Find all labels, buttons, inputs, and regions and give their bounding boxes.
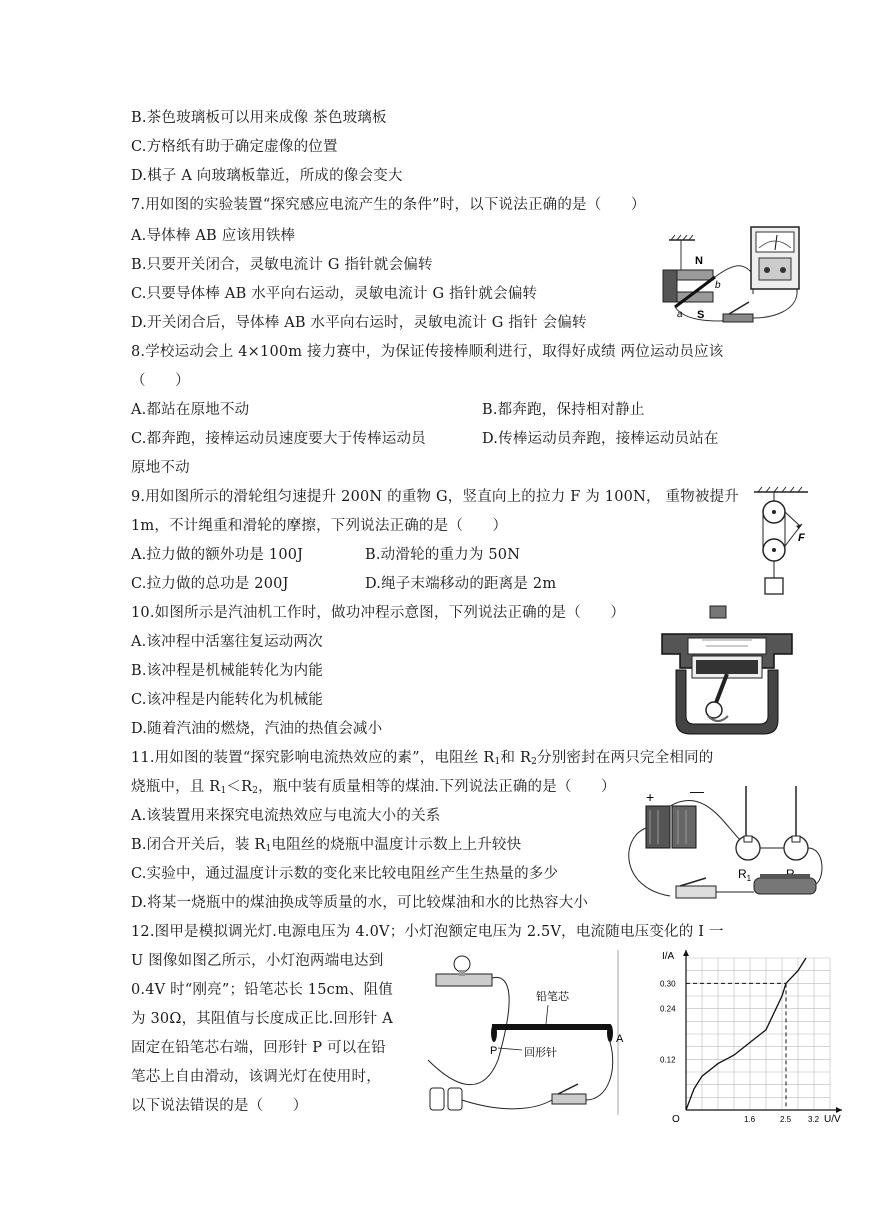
engine-figure (652, 604, 802, 736)
heat-effect-figure (620, 778, 830, 918)
force-f-label: F (798, 532, 805, 544)
question-8-stem: 8.学校运动会上 4×100m 接力赛中，为保证传接棒顺利进行，取得好成绩 两位运动员应该 (131, 344, 724, 360)
option-b-q11: B.闭合开关后，装 $R_1$电阻丝的烧瓶中温度计示数上上升较快 (131, 837, 522, 854)
question-12-stem-2: U 图像如图乙所示，小灯泡两端电达到 (131, 953, 384, 969)
option-c-q7: C.只要导体棒 AB 水平向右运动，灵敏电流计 G 指针就会偏转 (131, 286, 538, 302)
option-c-q8: C.都奔跑，接棒运动员速度要大于传棒运动员 (131, 431, 426, 447)
x-axis-label: U/V (824, 1114, 841, 1125)
option-a-q7: A.导体棒 AB 应该用铁棒 (131, 228, 296, 244)
option-d-q8: D.传棒运动员奔跑，接棒运动员站在 (482, 431, 719, 447)
option-c-q6: C.方格纸有助于确定虚像的位置 (131, 139, 338, 155)
option-b-q8: B.都奔跑，保持相对静止 (482, 402, 645, 418)
question-9-stem-cont: 1m，不计绳重和滑轮的摩擦，下列说法正确的是（ ） (131, 518, 508, 534)
x-tick-label: 1.6 (744, 1115, 756, 1124)
question-11-stem-cont: 烧瓶中，且 $R_1<R_2$，瓶中装有质量相等的煤油.下列说法正确的是（ ） (131, 779, 616, 796)
question-7-stem: 7.用如图的实验装置“探究感应电流产生的条件”时，以下说法正确的是（ ） (131, 197, 646, 213)
option-c-q11: C.实验中，通过温度计示数的变化来比较电阻丝产生生热量的多少 (131, 866, 559, 882)
question-12-stem: 12.图甲是模拟调光灯.电源电压为 4.0V；小灯泡额定电压为 2.5V，电流随电压变化的 I 一 (131, 924, 724, 940)
induction-figure (655, 222, 805, 330)
question-12-stem-7: 以下说法错误的是（ ） (131, 1098, 308, 1114)
x-tick-label: 3.2 (808, 1115, 820, 1124)
option-d-q11: D.将某一烧瓶中的煤油换成等质量的水，可比较煤油和水的比热容大小 (131, 895, 589, 911)
y-tick-label: 0.30 (660, 979, 676, 989)
x-axis-arrow (836, 1107, 842, 1113)
battery-minus-label: — (690, 783, 704, 799)
dimmer-circuit-figure (418, 950, 628, 1120)
pencil-core-label: 铅笔芯 (536, 991, 569, 1003)
question-10-stem: 10.如图所示是汽油机工作时，做功冲程示意图，下列说法正确的是（ ） (131, 605, 626, 621)
clip-a-label: A (616, 1033, 624, 1045)
origin-label: O (672, 1114, 680, 1125)
option-a-q8: A.都站在原地不动 (131, 402, 250, 418)
y-axis-arrow (683, 950, 689, 956)
question-8-answer-bracket: （ ） (131, 373, 190, 389)
magnet-s-label: S (697, 309, 705, 321)
question-12-stem-3: 0.4V 时“刚亮”；铅笔芯长 15cm、阻值 (131, 982, 393, 998)
y-tick-label: 0.12 (660, 1055, 676, 1065)
option-d-q7: D.开关闭合后，导体棒 AB 水平向右运时，灵敏电流计 G 指针 会偏转 (131, 315, 587, 331)
option-d-q10: D.随着汽油的燃烧，汽油的热值会减小 (131, 721, 383, 737)
clip-p-label: P (490, 1045, 498, 1057)
option-b-q7: B.只要开关闭合，灵敏电流计 G 指针就会偏转 (131, 257, 433, 273)
question-9-stem: 9.用如图所示的滑轮组匀速提升 200N 的重物 G，竖直向上的拉力 F 为 100N， 重物被提升 (131, 489, 739, 505)
pulley-figure (752, 486, 812, 598)
magnet-n-label: N (695, 255, 703, 267)
option-a-q10: A.该冲程中活塞往复运动两次 (131, 634, 323, 650)
x-tick-label: 2.5 (780, 1115, 792, 1124)
y-tick-label: 0.24 (660, 1004, 676, 1014)
rod-b-label: b (715, 280, 721, 291)
option-d-q8-cont: 原地不动 (131, 460, 190, 476)
question-11-stem: 11.用如图的装置“探究影响电流热效应的素”，电阻丝 $R_1$和 $R_2$分别密封在两只完全相同的 (131, 750, 714, 767)
rod-a-label: a (677, 309, 683, 320)
question-12-stem-5: 固定在铅笔芯右端，回形针 P 可以在铅 (131, 1040, 386, 1056)
r1-label: $R_1$ (738, 867, 752, 883)
option-d-q9: D.绳子末端移动的距离是 2m (365, 576, 557, 592)
question-12-stem-6: 笔芯上自由滑动，该调光灯在使用时， (131, 1069, 381, 1085)
battery-plus-label: + (646, 789, 655, 805)
y-axis-label: I/A (662, 951, 675, 962)
option-b-q6: B.茶色玻璃板可以用来成像 茶色玻璃板 (131, 110, 387, 126)
question-12-stem-4: 为 30Ω，其阻值与长度成正比.回形针 A (131, 1011, 393, 1027)
option-c-q10: C.该冲程是内能转化为机械能 (131, 692, 323, 708)
option-a-q11: A.该装置用来探究电流热效应与电流大小的关系 (131, 808, 441, 824)
iu-chart (652, 946, 850, 1126)
option-d-q6: D.棋子 A 向玻璃板靠近，所成的像会变大 (131, 168, 403, 184)
option-b-q10: B.该冲程是机械能转化为内能 (131, 663, 324, 679)
option-c-q9: C.拉力做的总功是 200J (131, 576, 289, 592)
paperclip-label: 回形针 (524, 1047, 557, 1059)
option-a-q9: A.拉力做的额外功是 100J (131, 547, 304, 563)
option-b-q9: B.动滑轮的重力为 50N (365, 547, 521, 563)
